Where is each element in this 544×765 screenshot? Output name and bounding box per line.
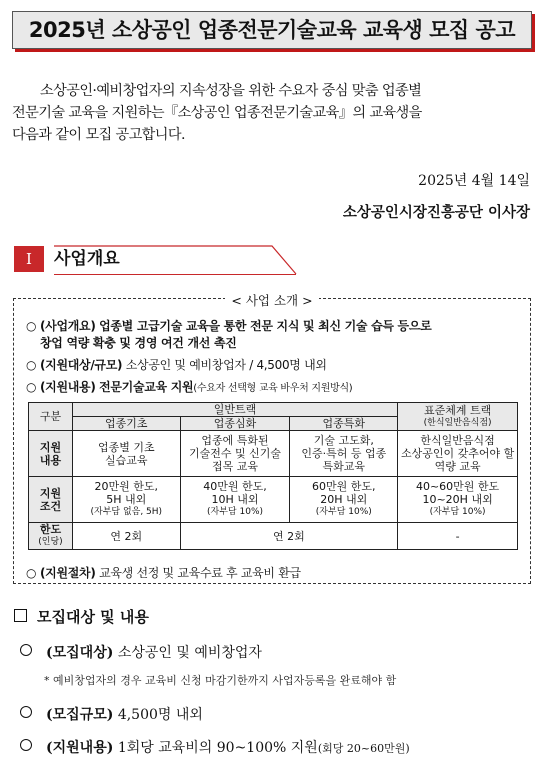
table-row (29, 477, 518, 523)
cell-deep-condition: 40만원 한도, 10H 내외 (자부담 10%) (180, 477, 290, 523)
intro-line-3: 다음과 같이 모집 공고합니다. (12, 127, 185, 143)
table-row (29, 431, 518, 477)
table-header-basic: 업종기초 (72, 417, 180, 431)
cell-basic-limit: 연 2회 (72, 523, 180, 550)
overview-bullet-procedure: ○ (지원절차) 교육생 선정 및 교육수료 후 교육비 환급 (26, 566, 301, 580)
row-label-content: 지원 내용 (29, 431, 73, 477)
bullet-key: (지원절차) (40, 566, 96, 580)
standard-track-sub: (한식일반음식점) (423, 417, 492, 428)
circle-bullet-icon (20, 706, 32, 718)
table-header-standard-track (398, 403, 518, 431)
bullet-text: 교육생 선정 및 교육수료 후 교육비 환급 (99, 566, 301, 580)
bullet-key: (지원대상/규모) (40, 358, 123, 372)
overview-bullet-target: ○ (지원대상/규모) 소상공인 및 예비창업자 / 4,500명 내외 (26, 358, 327, 372)
cell-standard-condition: 40~60만원 한도 10~20H 내외 (자부담 10%) (398, 477, 518, 523)
recruit-note: * 예비창업자의 경우 교육비 신청 마감기한까지 사업자등록을 완료해야 함 (44, 674, 397, 687)
square-bullet-icon (14, 609, 27, 622)
cell-special-content: 기술 고도화, 인증·특허 등 업종 특화교육 (290, 431, 398, 477)
cell-standard-content: 한식일반음식점 소상공인이 갖추어야 할 역량 교육 (398, 431, 518, 477)
standard-track-label: 표준체계 트랙 (423, 403, 492, 417)
intro-line-1: 소상공인·예비창업자의 지속성장을 위한 수요자 중심 맞춤 업종별 (40, 83, 422, 99)
table-header-general-track: 일반트랙 (72, 403, 397, 417)
circle-bullet-icon (20, 644, 32, 656)
overview-bullet-content: ○ (지원내용) 전문기술교육 지원(수요자 선택형 교육 바우처 지원방식) (26, 380, 353, 394)
table-row (29, 523, 518, 550)
recruit-item-target: (모집대상) 소상공인 및 예비창업자 (20, 642, 262, 662)
cell-standard-limit: - (398, 523, 518, 550)
cell-basic-condition: 20만원 한도, 5H 내외 (자부담 없음, 5H) (72, 477, 180, 523)
recruit-item-scale: (모집규모) 4,500명 내외 (20, 704, 203, 724)
section-header-frame (0, 0, 544, 300)
bullet-text: 전문기술교육 지원 (99, 380, 194, 394)
overview-box (13, 293, 531, 584)
table-header-deep: 업종심화 (180, 417, 290, 431)
recruit-item-content: (지원내용) 1회당 교육비의 90~100% 지원(회당 20~60만원) (20, 737, 410, 757)
notice-title: 2025년 소상공인 업종전문기술교육 교육생 모집 공고 (28, 18, 516, 42)
overview-box-title: < 사업 소개 > (225, 293, 318, 308)
recruit-heading: 모집대상 및 내용 (14, 606, 149, 627)
cell-basic-content: 업종별 기초 실습교육 (72, 431, 180, 477)
table-header-gubun: 구분 (29, 403, 73, 431)
bullet-note: (수요자 선택형 교육 바우처 지원방식) (193, 383, 353, 394)
cell-deep-special-limit: 연 2회 (180, 523, 398, 550)
cell-deep-content: 업종에 특화된 기술전수 및 신기술 접목 교육 (180, 431, 290, 477)
intro-line-2: 전문기술 교육을 지원하는『소상공인 업종전문기술교육』의 교육생을 (12, 105, 422, 121)
bullet-key: (지원내용) (40, 380, 96, 394)
row-label-condition: 지원 조건 (29, 477, 73, 523)
bullet-text: 소상공인 및 예비창업자 / 4,500명 내외 (125, 358, 327, 372)
cell-special-condition: 60만원 한도, 20H 내외 (자부담 10%) (290, 477, 398, 523)
circle-bullet-icon (20, 739, 32, 751)
bullet-key: (사업개요) (40, 319, 96, 333)
section-title: 사업개요 (54, 249, 120, 269)
bullet-text: 업종별 고급기술 교육을 통한 전문 지식 및 최신 기술 습득 등으로 (99, 319, 432, 333)
bullet-text-2: 창업 역량 확충 및 경영 여건 개선 촉진 (40, 336, 237, 350)
table-header-special: 업종특화 (290, 417, 398, 431)
row-label-limit: 한도 (인당) (29, 523, 73, 550)
notice-signer: 소상공인시장진흥공단 이사장 (342, 204, 530, 221)
support-table (28, 402, 518, 550)
section-number: Ⅰ (14, 246, 44, 272)
notice-date: 2025년 4월 14일 (418, 173, 530, 189)
overview-bullet-summary: ○ (사업개요) 업종별 고급기술 교육을 통한 전문 지식 및 최신 기술 습득 등으로 창업 역량 확충 및 경영 여건 개선 촉진 (26, 319, 432, 350)
